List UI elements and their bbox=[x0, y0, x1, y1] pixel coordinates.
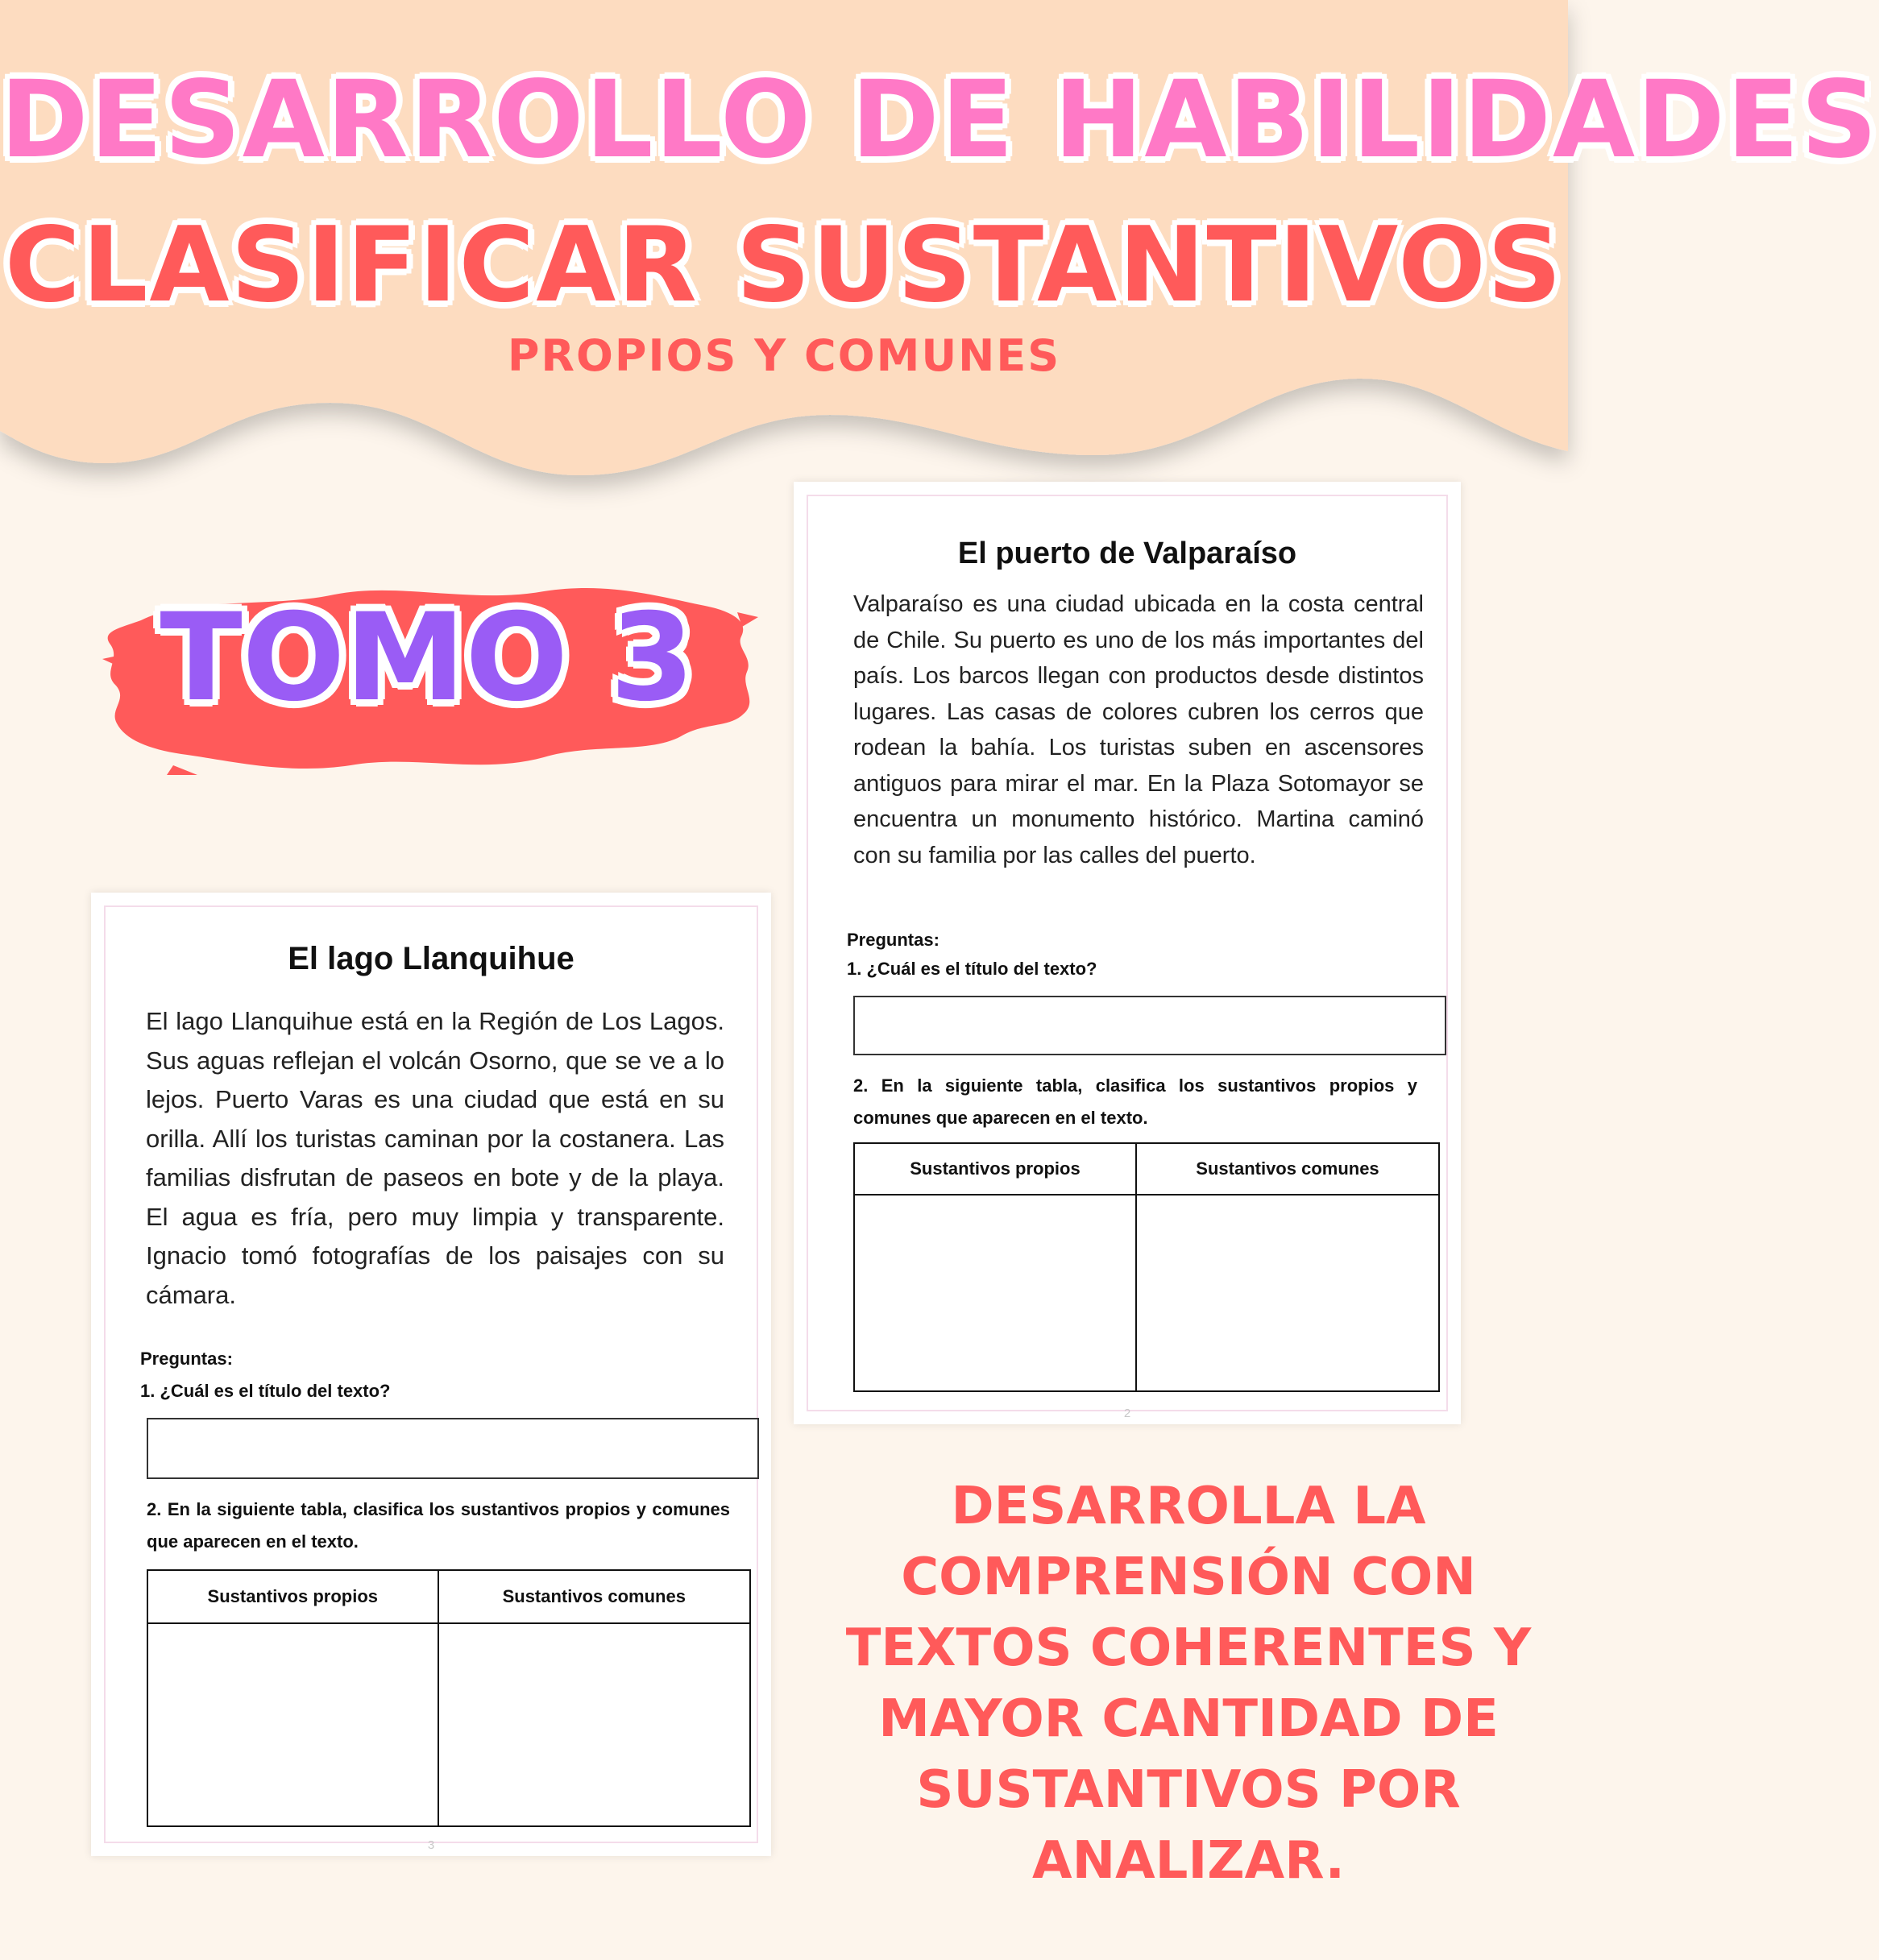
questions-label: Preguntas: bbox=[847, 930, 940, 950]
question-2: 2. En la siguiente tabla, clasifica los sustantivos propios y comunes que aparecen en el texto. bbox=[853, 1075, 1417, 1128]
cell-propios[interactable] bbox=[854, 1195, 1136, 1391]
cell-comunes[interactable] bbox=[438, 1623, 750, 1826]
worksheet-border bbox=[104, 905, 758, 1852]
reading-text: El lago Llanquihue está en la Región de Los Lagos. Sus aguas reflejan el volcán Osorno, que se ve a lo lejos. Puerto Varas es una ciudad que está en su orilla. Allí los turistas caminan por la costanera. Las familias disfrutan de paseos en bote y de la playa. El agua es fría, pero muy limpia y transparente. Ignacio tomó fotografías de los paisajes con su cámara. bbox=[146, 1007, 724, 1309]
subtitle: PROPIOS Y COMUNES bbox=[507, 330, 1061, 381]
tagline-line: SUSTANTIVOS POR bbox=[916, 1760, 1461, 1820]
page-number: 3 bbox=[427, 1838, 435, 1852]
tagline-line: MAYOR CANTIDAD DE bbox=[878, 1689, 1499, 1749]
cell-propios[interactable] bbox=[147, 1623, 438, 1826]
page-number: 2 bbox=[1123, 1407, 1131, 1420]
question-1: 1. ¿Cuál es el título del texto? bbox=[847, 959, 1097, 979]
main-title: DESARROLLO DE HABILIDADES bbox=[0, 58, 1879, 182]
noun-classification-table bbox=[853, 1142, 1440, 1392]
column-header-propios: Sustantivos propios bbox=[854, 1143, 1136, 1195]
column-header-comunes: Sustantivos comunes bbox=[1136, 1143, 1439, 1195]
tagline-line: COMPRENSIÓN CON bbox=[901, 1548, 1476, 1607]
reading-text: Valparaíso es una ciudad ubicada en la costa central de Chile. Su puerto es uno de los más importantes del país. Los barcos llegan con productos desde distintos lugares. Las casas de colores cubren los cerros que rodean la bahía. Los turistas suben en ascensores antiguos para mirar el mar. En la Plaza Sotomayor se encuentra un monumento histórico. Martina caminó con su familia por las calles del puerto. bbox=[853, 591, 1424, 868]
tagline-line: TEXTOS COHERENTES Y bbox=[845, 1618, 1532, 1678]
worksheet-title: El lago Llanquihue bbox=[288, 941, 574, 976]
noun-classification-table bbox=[147, 1569, 751, 1827]
answer-box-title[interactable] bbox=[853, 996, 1446, 1055]
worksheet-border bbox=[807, 495, 1448, 1420]
topic-title: CLASIFICAR SUSTANTIVOS bbox=[4, 205, 1564, 325]
answer-box-title[interactable] bbox=[147, 1418, 759, 1479]
worksheet-llanquihue bbox=[91, 893, 771, 1856]
worksheet-title: El puerto de Valparaíso bbox=[957, 537, 1297, 570]
tagline-line: DESARROLLA LA bbox=[951, 1477, 1426, 1536]
worksheet-valparaiso bbox=[794, 482, 1461, 1424]
column-header-propios: Sustantivos propios bbox=[147, 1570, 438, 1623]
cell-comunes[interactable] bbox=[1136, 1195, 1439, 1391]
promo-tagline bbox=[810, 1471, 1567, 1896]
question-1: 1. ¿Cuál es el título del texto? bbox=[140, 1381, 391, 1401]
tomo-badge-label: TOMO 3 bbox=[160, 588, 695, 728]
column-header-comunes: Sustantivos comunes bbox=[438, 1570, 750, 1623]
tagline-line: ANALIZAR. bbox=[1032, 1831, 1345, 1891]
question-2: 2. En la siguiente tabla, clasifica los sustantivos propios y comunes que aparecen en el texto. bbox=[147, 1499, 730, 1552]
questions-label: Preguntas: bbox=[140, 1349, 233, 1369]
